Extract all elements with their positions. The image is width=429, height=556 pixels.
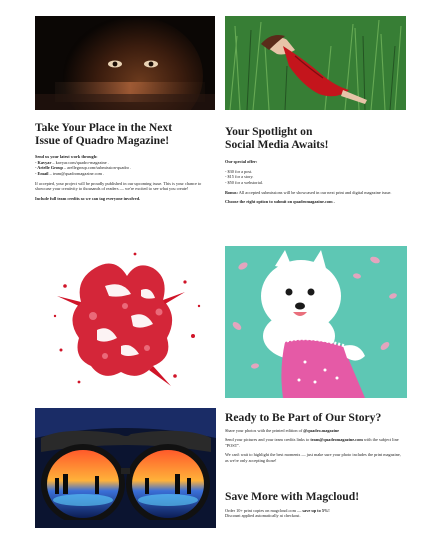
- offer-story: - $15 for a story.: [225, 174, 254, 180]
- magcloud-block: [225, 491, 407, 519]
- social-title-line2: Social Media Awaits!: [225, 137, 329, 151]
- story-title: Ready to Be Part of Our Story?: [225, 411, 382, 424]
- send-label: Send us your latest work through:: [35, 154, 98, 160]
- social-block: [225, 126, 407, 205]
- offer-label: Our special offer:: [225, 159, 258, 165]
- social-title-line1: Your Spotlight on: [225, 125, 313, 138]
- story-highlight-line: We can't wait to highlight the best moments — just make sure your photo includes the print magazine, as we're only accepting those!: [225, 452, 401, 463]
- channel-email: - Email – team@quadromagazine.com .: [35, 170, 105, 176]
- story-block: [225, 412, 407, 464]
- sunglasses-photo: [35, 408, 216, 528]
- offer-webstorial: - $50 for a webstorial.: [225, 179, 264, 185]
- choose-option: Choose the right option to submit on quadromagazine.com .: [225, 199, 335, 205]
- channel-kavyar: - Kavyar – kavyar.com/quadro-magazine .: [35, 159, 109, 165]
- bonus-text: Bonus: All accepted submissions will be showcased in our next print and digital magazine issue.: [225, 189, 392, 195]
- story-send-line: Send your pictures and your team credits links to team@quadromagazine.com with the subject line "POST".: [225, 437, 399, 448]
- paint-splash-artwork: [35, 246, 217, 398]
- grass-fashion-photo: [225, 16, 406, 110]
- submission-paragraph: If accepted, your project will be proudly published in our upcoming issue. This is your chance to showcase your creativity to thousands of readers — we're excited to see what you create!: [35, 180, 202, 192]
- offer-post: - $30 for a post.: [225, 168, 253, 174]
- credits-note: Include full team credits so we can tag everyone involved.: [35, 195, 141, 201]
- portrait-photo: [35, 16, 215, 110]
- magcloud-order-line: Order 10+ print copies on magcloud.com — save up to 5%!: [225, 507, 330, 513]
- magcloud-title: Save More with Magcloud!: [225, 490, 360, 503]
- submission-title: [35, 122, 223, 147]
- submission-title-line1: Take Your Place in the Next: [35, 121, 173, 134]
- social-title: [225, 126, 407, 151]
- submission-title-line2: Issue of Quadro Magazine!: [35, 133, 170, 147]
- magcloud-discount-line: Discount applied automatically at checkout.: [225, 513, 301, 519]
- dog-illustration: [225, 246, 407, 398]
- channel-arielle: - Arielle Group – arellegroup.com/submission-quadro .: [35, 165, 132, 171]
- story-share-line: Share your photos with the printed edition of @quadro.magazine: [225, 427, 340, 433]
- submission-block: [35, 122, 223, 201]
